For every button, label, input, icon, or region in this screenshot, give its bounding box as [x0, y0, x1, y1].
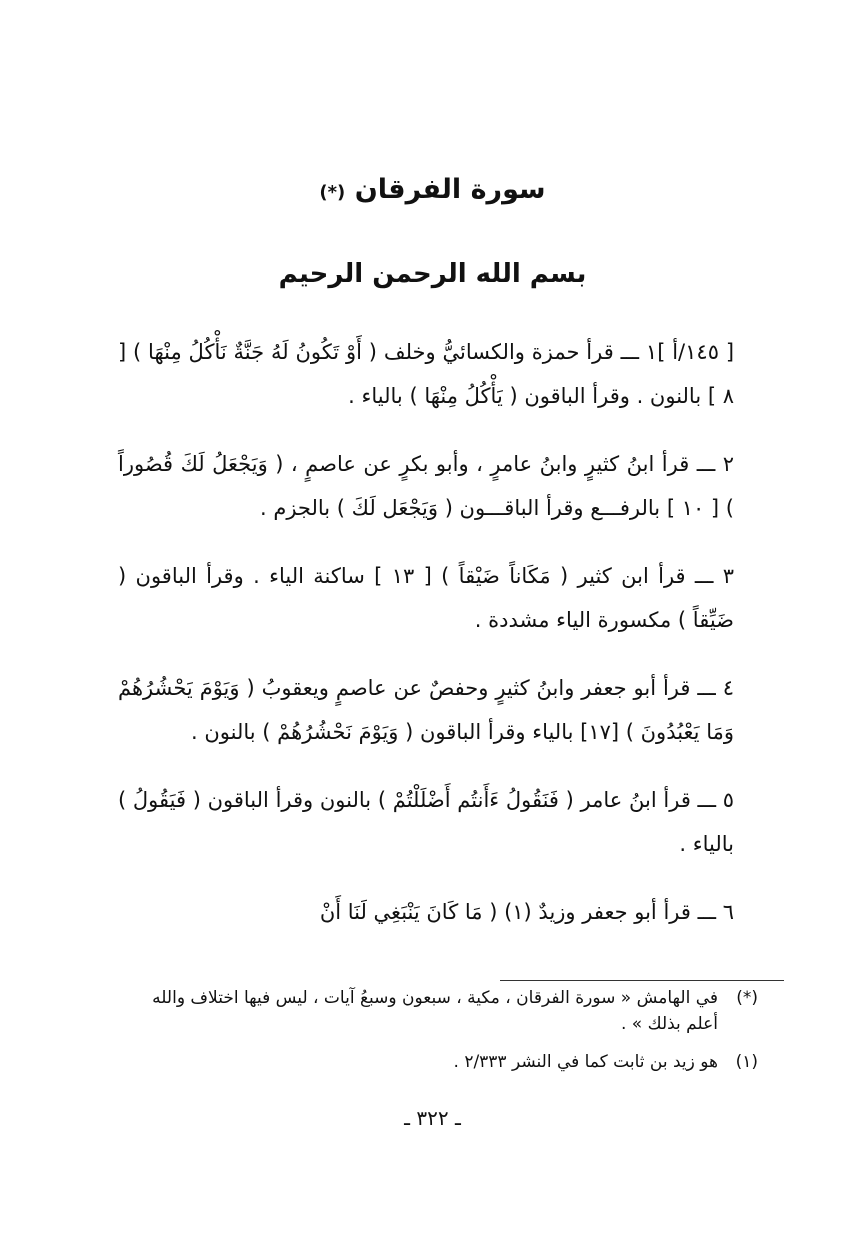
footnote-item [118, 1049, 758, 1075]
readings-list [118, 330, 734, 934]
page-number: ـ ٣٢٢ ـ [404, 1106, 461, 1130]
footnote-text: في الهامش « سورة الفرقان ، مكية ، سبعون وسبعُ آيات ، ليس فيها اختلاف والله أعلم بذلك » . [152, 988, 718, 1034]
reading-entry-1: [ ١٤٥/أ ]١ ـــ قرأ حمزة والكسائيُّ وخلف ( أَوْ تَكُونُ لَهُ جَنَّةٌ نَأْكُلُ مِنْهَا ) [ ٨ ] بالنون . وقرأ الباقون ( يَأْكُلُ مِنْهَا ) بالياء . [118, 340, 735, 408]
footnote-item [118, 985, 758, 1037]
reading-entry-3: ٣ ـــ قرأ ابن كثير ( مَكَاناً ضَيْقاً ) [ ١٣ ] ساكنة الياء . وقرأ الباقون ( ضَيِّقاً ) مكسورة الياء مشددة . [118, 564, 734, 632]
footnote-marker: (١) [735, 1052, 758, 1072]
surah-title-text: سورة الفرقان [354, 174, 546, 205]
footnote-divider [500, 980, 784, 981]
surah-title [0, 168, 865, 215]
basmala: بسم الله الرحمن الرحيم [278, 259, 587, 289]
footnote-text: هو زيد بن ثابت كما في النشر ٢/٣٣٣ . [453, 1052, 718, 1072]
reading-entry-6: ٦ ـــ قرأ أبو جعفر وزيدٌ (١) ( مَا كَانَ يَنْبَغِي لَنَا أَنْ [319, 900, 734, 924]
footnote-marker: (*) [736, 988, 758, 1008]
reading-entry-5: ٥ ـــ قرأ ابنُ عامر ( فَنَقُولُ ءَأَنتُم أَضْلَلْتُمْ ) بالنون وقرأ الباقون ( فَيَقُولُ ) بالياء . [118, 788, 734, 856]
reading-entry-4: ٤ ـــ قرأ أبو جعفر وابنُ كثيرٍ وحفصٌ عن عاصمٍ ويعقوبُ ( وَيَوْمَ يَحْشُرُهُمْ وَمَا يَعْبُدُونَ ) [١٧] بالياء وقرأ الباقون ( وَيَوْمَ نَحْشُرُهُمْ ) بالنون . [118, 676, 734, 744]
reading-entry-2: ٢ ـــ قرأ ابنُ كثيرٍ وابنُ عامرٍ ، وأبو بكرٍ عن عاصمٍ ، ( وَيَجْعَلُ لَكَ قُصُوراً ) [ ١٠ ] بالرفـــع وقرأ الباقـــون ( وَيَجْعَل لَكَ ) بالجزم . [118, 452, 734, 520]
footnotes [118, 985, 758, 1087]
title-footnote-marker: (*) [319, 182, 346, 203]
